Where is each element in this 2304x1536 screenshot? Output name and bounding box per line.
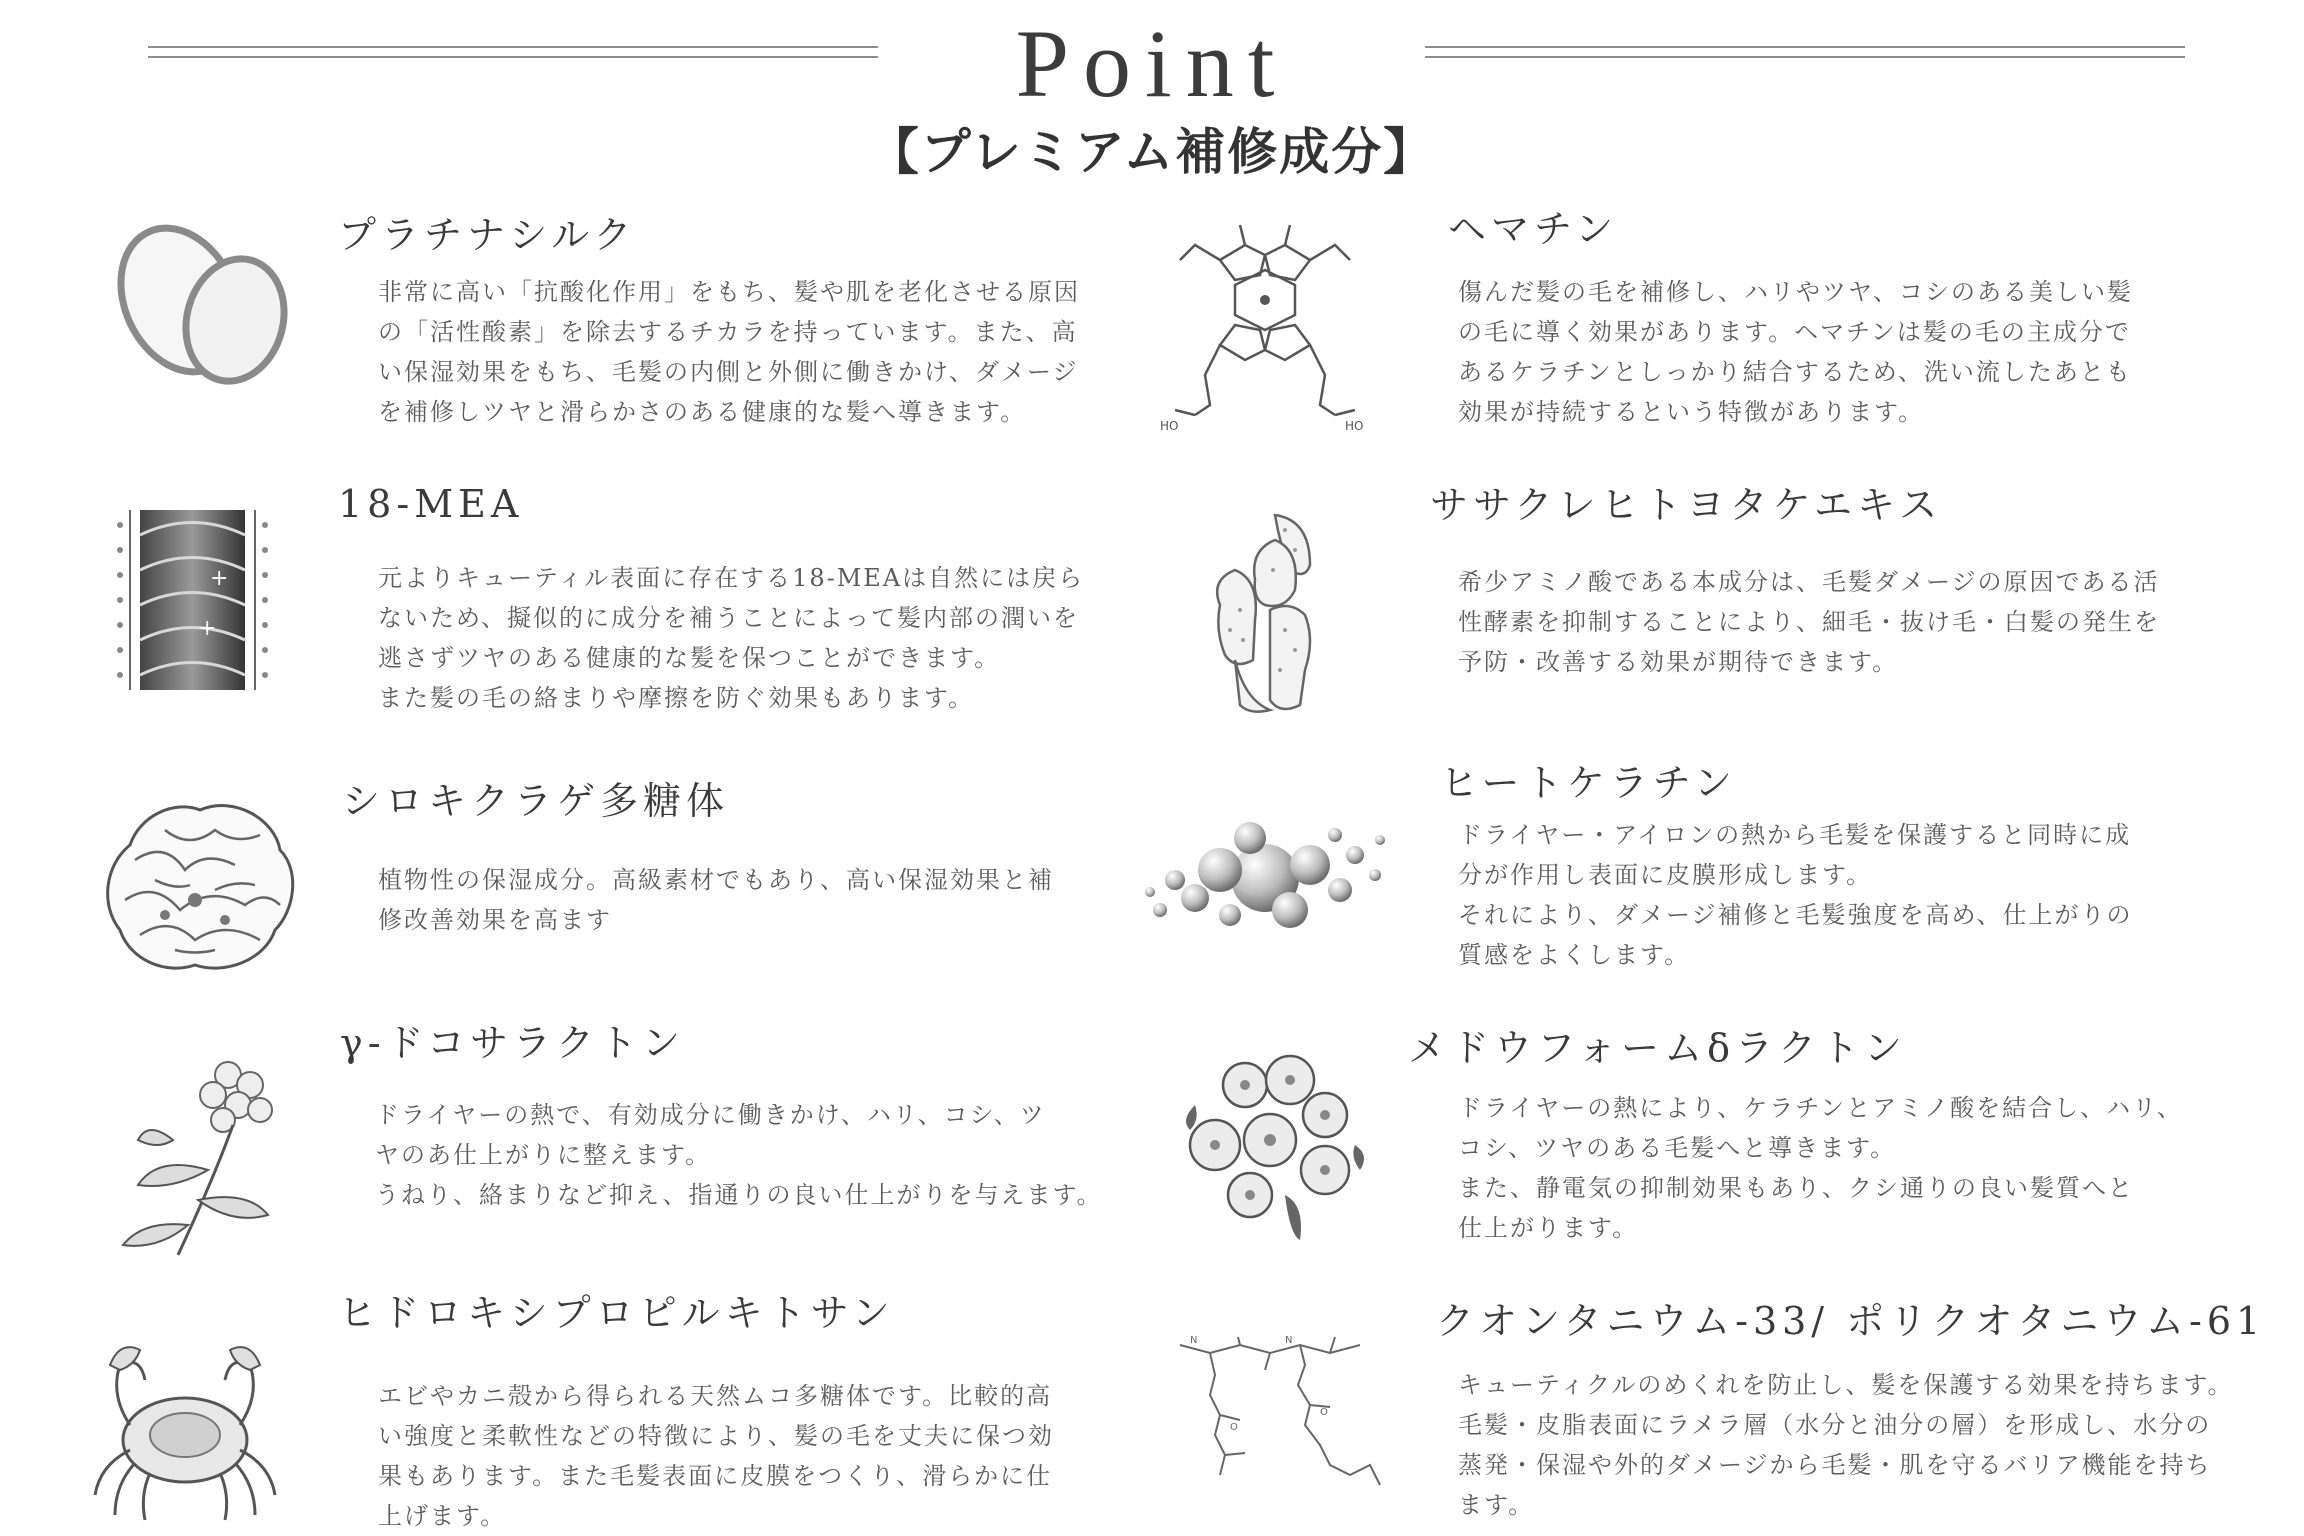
spheres-icon: [1140, 810, 1400, 940]
ingredient-description: ドライヤーの熱により、ケラチンとアミノ酸を結合し、ハリ、 コシ、ツヤのある毛髪へと導きます。 また、静電気の抑制効果もあり、クシ通りの良い髪質へと 仕上がります。: [1458, 1094, 2183, 1242]
svg-text:+: +: [198, 616, 217, 641]
page-subtitle: 【プレミアム補修成分】: [868, 122, 1436, 181]
svg-text:HO: HO: [1160, 419, 1179, 433]
ingredient-description: 希少アミノ酸である本成分は、毛髪ダメージの原因である活 性酵素を抑制することにより、細毛・抜け毛・白髪の発生を 予防・改善する効果が期待できます。: [1458, 568, 2160, 676]
svg-text:O: O: [1230, 1422, 1238, 1433]
ingredient-description: ドライヤー・アイロンの熱から毛髪を保護すると同時に成 分が作用し表面に皮膜形成します。 それにより、ダメージ補修と毛髪強度を高め、仕上がりの 質感をよくします。: [1458, 821, 2133, 969]
svg-text:+: +: [210, 566, 229, 591]
ingredient-name: γ-ドコサラクトン: [340, 1021, 686, 1065]
ingredient-name: ササクレヒトヨタケエキス: [1430, 483, 1943, 527]
ingredient-description: エビやカニ殻から得られる天然ムコ多糖体です。比較的高 い強度と柔軟性などの特徴により、髪の毛を丈夫に保つ効 果もあります。また毛髪表面に皮膜をつくり、滑らかに仕 上げます。: [378, 1382, 1054, 1530]
svg-text:N: N: [1190, 1335, 1198, 1346]
ingredient-description: 非常に高い「抗酸化作用」をもち、髪や肌を老化させる原因 の「活性酸素」を除去するチカラを持っています。また、高 い保湿効果をもち、毛髪の内側と外側に働きかけ、ダメージ を補修しツヤと滑らかさのある健康的な髪へ導きます。: [378, 278, 1080, 426]
ingredient-description: 植物性の保湿成分。高級素材でもあり、高い保湿効果と補 修改善効果を高ます: [378, 866, 1054, 934]
crab-icon: [85, 1335, 285, 1525]
white-fungus-icon: [95, 790, 305, 980]
svg-text:N: N: [1285, 1335, 1293, 1346]
ingredient-name: プラチナシルク: [338, 213, 637, 257]
ingredient-description: ドライヤーの熱で、有効成分に働きかけ、ハリ、コシ、ツ ヤのあ仕上がりに整えます。 うねり、絡まりなど抑え、指通りの良い仕上がりを与えます。: [375, 1101, 1103, 1209]
meadowfoam-icon: [1175, 1045, 1375, 1245]
ingredient-name: メドウフォームδラクトン: [1408, 1026, 1907, 1070]
ingredient-name: 18-MEA: [338, 482, 524, 526]
ingredient-description: 元よりキューティル表面に存在する18-MEAは自然には戻ら ないため、擬似的に成分を補うことによって髪内部の潤いを 逃さずツヤのある健康的な髪を保つことができます。 また髪の毛の絡まりや摩擦を防ぐ効果もあります。: [378, 564, 1085, 712]
ingredient-description: キューティクルのめくれを防止し、髪を保護する効果を持ちます。 毛髪・皮脂表面にラメラ層（水分と油分の層）を形成し、水分の 蒸発・保湿や外的ダメージから毛髪・肌を守るバリア機能を持ち ます。: [1458, 1371, 2234, 1519]
svg-text:HO: HO: [1345, 419, 1364, 433]
ingredient-name: シロキクラゲ多糖体: [342, 779, 730, 823]
ingredient-name: ヒドロキシプロピルキトサン: [338, 1291, 895, 1335]
hair-cuticle-icon: [110, 505, 275, 695]
ingredient-name: クオンタニウム-33/ ポリクオタニウム-61: [1436, 1299, 2266, 1343]
polymer-structure-icon: [1170, 1335, 1390, 1500]
page-title: Point: [1015, 10, 1289, 117]
cocoon-icon: [100, 205, 300, 400]
mushroom-icon: [1195, 510, 1335, 720]
ingredient-name: ヘマチン: [1448, 207, 1619, 251]
ingredient-name: ヒートケラチン: [1440, 761, 1737, 805]
flower-icon: [118, 1050, 288, 1270]
molecule-icon: [1150, 215, 1380, 435]
svg-text:O: O: [1320, 1407, 1328, 1418]
ingredient-description: 傷んだ髪の毛を補修し、ハリやツヤ、コシのある美しい髪 の毛に導く効果があります。ヘマチンは髪の毛の主成分で あるケラチンとしっかり結合するため、洗い流したあとも 効果が持続するという特徴があります。: [1458, 278, 2134, 426]
